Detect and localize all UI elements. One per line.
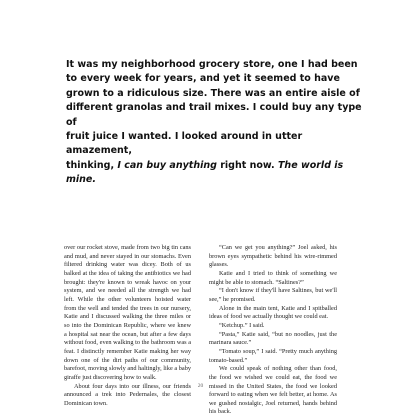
pull-quote-emphasis: I can buy anything	[117, 159, 217, 171]
body-paragraph: “I don't know if they'll have Saltines, but we'll see,” he promised.	[209, 287, 337, 303]
pull-quote-text: right now.	[216, 159, 278, 171]
body-paragraph: “Can we get you anything?” Joel asked, his brown eyes sympathetic behind his wire-rimmed glasses.	[209, 244, 337, 269]
pull-quote-line: different granolas and trail mixes. I could buy any type of	[66, 102, 362, 128]
page-number: 20	[197, 383, 204, 389]
pull-quote-line: to every week for years, and yet it seemed to have	[66, 73, 340, 85]
pull-quote	[66, 58, 366, 188]
body-paragraph: Alone in the main tent, Katie and I spitballed ideas of food we actually thought we could eat.	[209, 304, 337, 321]
pull-quote-line: It was my neighborhood grocery store, one I had been	[66, 59, 358, 70]
body-paragraph: About four days into our illness, our friends announced a trek into Pedernales, the closest Dominican town.	[64, 382, 191, 407]
body-paragraph: “Tomato soup,” I said. “Pretty much anything tomato-based.”	[209, 347, 337, 364]
pull-quote-emphasis: The world is mine.	[66, 159, 344, 186]
pull-quote-text: thinking,	[66, 159, 118, 171]
body-paragraph: over our rocket stove, made from two big tin cans and mud, and never stayed in our stomachs. Even filtered drinking water was dicey. Both of us balked at the idea of taking the antibiotics we had brought: they're known to wreak havoc on your system, and we needed all the strength we had left. While the other volunteers hoisted water from the well and tended the trees in our nursery, Katie and I discussed walking the three miles or so into the Dominican Republic, where we knew a hospital sat near the ocean, but after a few days without food, even walking to the bathroom was a feat. I distinctly remember Katie making her way down one of the dirt paths of our community, barefoot, moving slowly and haltingly, like a baby giraffe just discovering how to walk.	[64, 244, 191, 381]
pull-quote-line	[66, 159, 366, 188]
body-paragraph: We could speak of nothing other than food, the food we wished we could eat, the food we missed in the United States, the food we looked forward to eating when we felt better, at home. As we gushed nostalgic, Joel returned, hands behind his back.	[209, 365, 337, 416]
body-paragraph: “Pasta,” Katie said, “but no noodles, just the marinara sauce.”	[209, 330, 337, 347]
pull-quote-line: fruit juice I wanted. I looked around in utter amazement,	[66, 131, 303, 157]
body-paragraph: “Ketchup.” I said.	[219, 321, 265, 329]
pull-quote-line: grown to a ridiculous size. There was an entire aisle of	[66, 87, 360, 99]
body-paragraph: Katie and I tried to think of something we might be able to stomach. “Saltines?”	[209, 269, 337, 286]
right-column	[209, 244, 337, 417]
